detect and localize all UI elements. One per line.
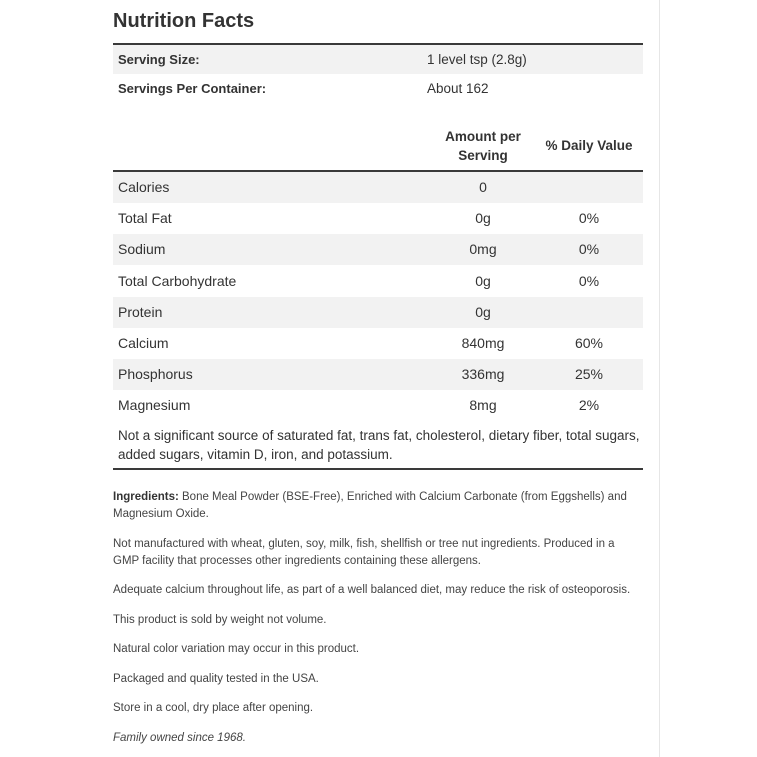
nutrient-row (113, 266, 643, 297)
table-footnote: Not a significant source of saturated fat, trans fat, cholesterol, dietary fiber, total sugars, added sugars, vitamin D, iron, and potassium. (118, 428, 640, 462)
amount-header-line1: Amount per (445, 129, 521, 144)
nutrient-name: Total Carbohydrate (118, 272, 237, 289)
servings-per-container-label: Servings Per Container: (118, 81, 267, 96)
serving-size-value: 1 level tsp (2.8g) (427, 52, 527, 67)
nutrient-daily-value: 0% (578, 241, 600, 258)
nutrient-amount: 0g (475, 210, 491, 227)
servings-per-container-value: About 162 (427, 81, 489, 96)
nutrient-name: Total Fat (118, 210, 172, 227)
daily-value-header: % Daily Value (545, 138, 633, 153)
ingredients-text: Bone Meal Powder (BSE-Free), Enriched with Calcium Carbonate (from Eggshells) and Magnesium Oxide. (113, 491, 627, 520)
bottom-rule (113, 468, 643, 470)
servings-per-container-row (113, 74, 643, 103)
nutrient-row (113, 203, 643, 234)
serving-size-label: Serving Size: (118, 52, 200, 67)
page-right-border (659, 0, 660, 757)
nutrient-daily-value: 0% (578, 210, 600, 227)
nutrient-amount: 336mg (461, 366, 505, 383)
packaged-note: Packaged and quality tested in the USA. (113, 673, 319, 685)
nutrient-name: Calories (118, 179, 170, 195)
nutrient-daily-value: 60% (574, 335, 604, 351)
color-variation-note: Natural color variation may occur in this product. (113, 643, 360, 655)
nutrient-row (113, 390, 643, 421)
sold-by-weight-note: This product is sold by weight not volume. (113, 614, 327, 626)
nutrient-daily-value: 2% (578, 397, 600, 414)
calcium-claim: Adequate calcium throughout life, as part of a well balanced diet, may reduce the risk of osteoporosis. (113, 584, 631, 596)
family-owned-note: Family owned since 1968. (113, 732, 246, 744)
serving-size-row (113, 45, 643, 74)
amount-header-line2: Serving (458, 148, 508, 163)
amount-per-serving-header (427, 127, 539, 165)
nutrient-row (113, 359, 643, 390)
nutrient-name: Phosphorus (118, 366, 193, 383)
nutrient-daily-value: 25% (574, 366, 604, 383)
nutrient-amount: 8mg (469, 397, 497, 414)
ingredients-label: Ingredients: (113, 491, 179, 503)
nutrient-name: Sodium (118, 241, 166, 258)
nutrient-daily-value: 0% (578, 272, 600, 289)
nutrient-row (113, 297, 643, 328)
nutrient-row (113, 328, 643, 359)
nutrient-row (113, 234, 643, 265)
ingredients-statement (113, 489, 643, 523)
nutrient-amount: 0g (475, 303, 491, 320)
nutrient-amount: 840mg (461, 335, 505, 351)
nutrient-amount: 0 (479, 179, 487, 195)
nutrient-amount: 0g (475, 272, 491, 289)
nutrient-amount: 0mg (469, 241, 497, 258)
nutrient-name: Protein (118, 303, 163, 320)
nutrition-facts-title: Nutrition Facts (113, 10, 255, 32)
storage-note: Store in a cool, dry place after opening. (113, 702, 314, 714)
nutrient-row (113, 172, 643, 203)
nutrient-name: Calcium (118, 335, 169, 351)
nutrient-name: Magnesium (118, 397, 191, 414)
allergen-statement: Not manufactured with wheat, gluten, soy, milk, fish, shellfish or tree nut ingredients. Produced in a GMP facility that processes other ingredients containing these allergens. (113, 538, 615, 567)
